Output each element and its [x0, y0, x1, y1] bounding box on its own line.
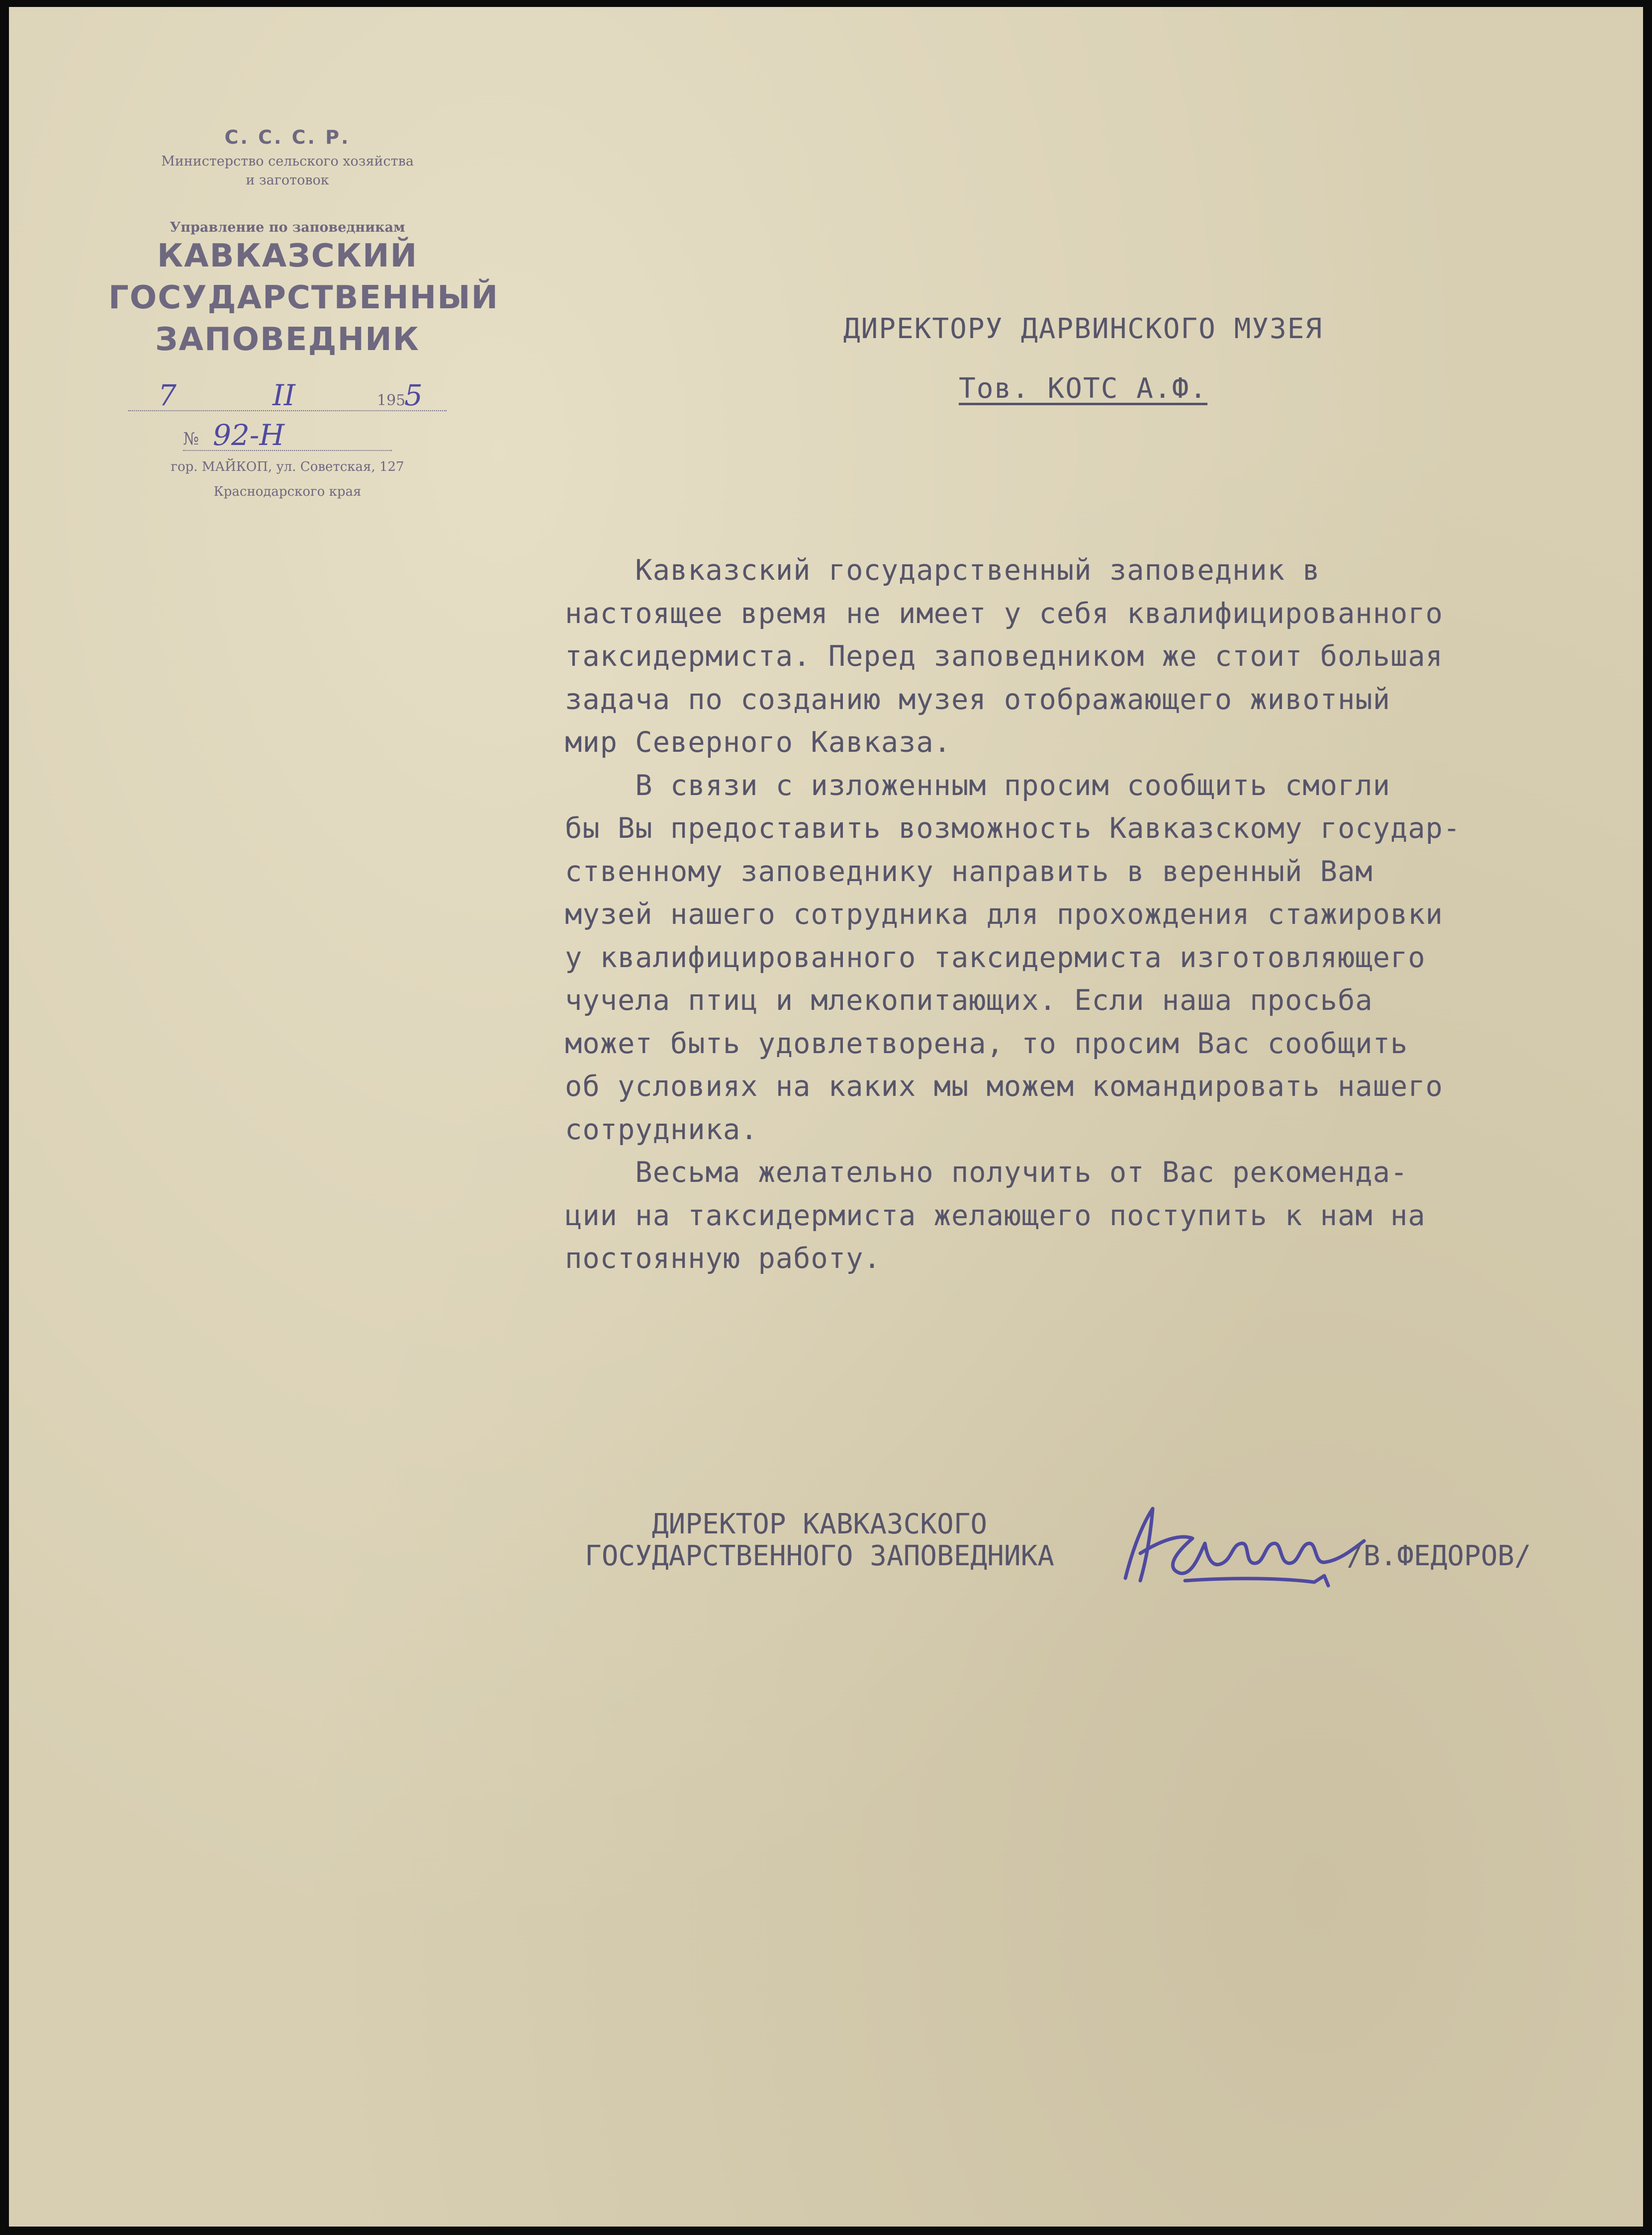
addressee-line1: ДИРЕКТОРУ ДАРВИНСКОГО МУЗЕЯ [843, 313, 1323, 345]
signer-title [526, 1509, 1113, 1572]
body-line: постоянную работу. [565, 1242, 881, 1275]
addressee-line2: Тов. КОТС А.Ф. [958, 372, 1207, 405]
body-line: бы Вы предоставить возможность Кавказскому государ- [565, 812, 1461, 845]
stamp-ministry-line1: Министерство сельского хозяйства [161, 154, 414, 169]
letterhead-stamp [108, 126, 499, 501]
stamp-address-line1: гор. МАЙКОП, ул. Советская, 127 [171, 459, 404, 474]
body-line: мир Северного Кавказа. [565, 726, 951, 759]
addressee-block [785, 299, 1381, 419]
body-line: об условиях на каких мы можем командировать нашего [565, 1070, 1443, 1103]
body-line: ции на таксидермиста желающего поступить к нам на [565, 1199, 1426, 1232]
body-line: у квалифицированного таксидермиста изготовляющего [565, 941, 1426, 974]
signer-name: /В.ФЕДОРОВ/ [1347, 1540, 1531, 1572]
body-line: Кавказский государственный заповедник в [565, 554, 1320, 587]
body-line: ственному заповеднику направить в веренный Вам [565, 855, 1373, 888]
body-line: настоящее время не имеет у себя квалифицированного [565, 597, 1443, 630]
body-line: Весьма желательно получить от Вас рекоменда- [565, 1156, 1408, 1189]
stamp-name-line3: ЗАПОВЕДНИК [155, 321, 420, 358]
body-line: чучела птиц и млекопитающих. Если наша просьба [565, 984, 1373, 1017]
date-month: II [273, 378, 295, 412]
stamp-name-line1: КАВКАЗСКИЙ [157, 238, 418, 274]
document-number: 92-Н [213, 418, 284, 452]
stamp-name-line2: ГОСУДАРСТВЕННЫЙ [108, 279, 499, 316]
body-line: может быть удовлетворена, то просим Вас сообщить [565, 1027, 1408, 1060]
body-line: музей нашего сотрудника для прохождения стажировки [565, 898, 1443, 931]
number-prefix: № [183, 429, 199, 449]
stamp-country: С. С. С. Р. [224, 126, 351, 148]
signer-title-line1: ДИРЕКТОР КАВКАЗСКОГО [651, 1508, 988, 1540]
handwritten-signature [1105, 1494, 1384, 1603]
date-day: 7 [158, 378, 177, 412]
stamp-directorate: Управление по заповедникам [170, 220, 405, 235]
document-page [9, 7, 1643, 2227]
body-line: задача по созданию музея отображающего животный [565, 683, 1390, 716]
letter-body [565, 549, 1579, 1280]
body-line: таксидермиста. Перед заповедником же стоит большая [565, 640, 1443, 673]
date-year-prefix: 195 [377, 392, 406, 409]
signer-title-line2: ГОСУДАРСТВЕННОГО ЗАПОВЕДНИКА [584, 1540, 1054, 1572]
stamp-address-line2: Краснодарского края [213, 484, 362, 499]
stamp-number [183, 420, 392, 451]
signature-block [526, 1509, 1620, 1608]
body-line: В связи с изложенным просим сообщить смогли [565, 769, 1390, 802]
date-year-digit: 5 [404, 378, 423, 412]
stamp-date [128, 380, 447, 411]
stamp-ministry-line2: и заготовок [246, 173, 329, 188]
body-line: сотрудника. [565, 1113, 758, 1146]
